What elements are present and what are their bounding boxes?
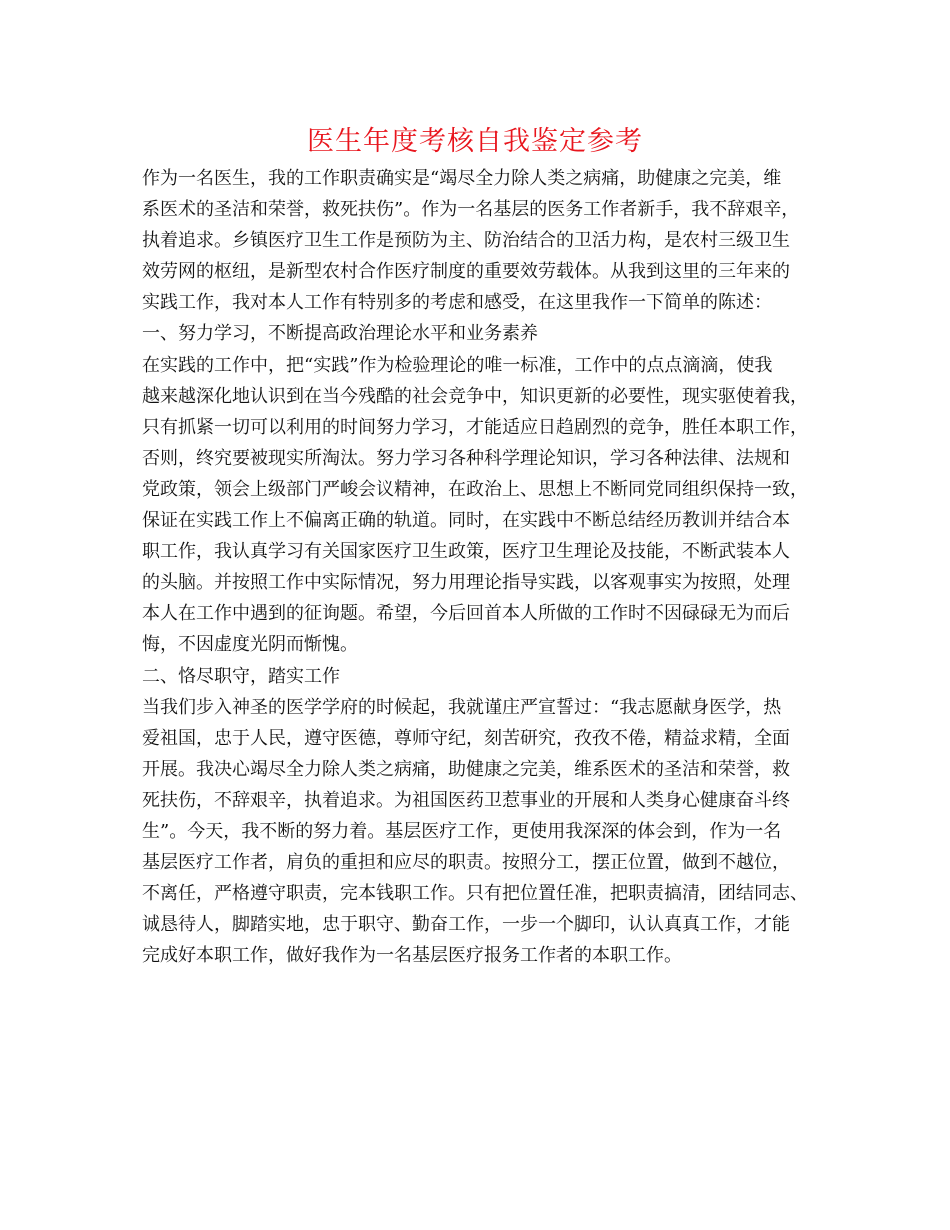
text-line: 完成好本职工作，做好我作为一名基层医疗报务工作者的本职工作。 — [142, 945, 682, 967]
document-body — [142, 163, 814, 971]
text-line: 不离任，严格遵守职责，完本钱职工作。只有把位置任准，把职责搞清，团结同志、 — [142, 883, 808, 905]
text-line: 本人在工作中遇到的征询题。希望，今后回首本人所做的工作时不因碌碌无为而后 — [142, 603, 790, 625]
text-line: 二、恪尽职守，踏实工作 — [142, 665, 340, 687]
text-line: 死扶伤，不辞艰辛，执着追求。为祖国医药卫惹事业的开展和人类身心健康奋斗终 — [142, 789, 790, 811]
text-line: 开展。我决心竭尽全力除人类之病痛，助健康之完美，维系医术的圣洁和荣誉，救 — [142, 758, 790, 780]
document-title: 医生年度考核自我鉴定参考 — [307, 126, 643, 157]
text-line: 执着追求。乡镇医疗卫生工作是预防为主、防治结合的卫活力构，是农村三级卫生 — [142, 230, 790, 252]
text-line: 基层医疗工作者，肩负的重担和应尽的职责。按照分工，摆正位置，做到不越位， — [142, 852, 790, 874]
text-line: 系医术的圣洁和荣誉，救死扶伤”。作为一名基层的医务工作者新手，我不辞艰辛， — [142, 199, 800, 221]
text-line: 作为一名医生，我的工作职责确实是“竭尽全力除人类之病痛，助健康之完美，维 — [142, 168, 782, 189]
text-line: 实践工作，我对本人工作有特别多的考虑和感受，在这里我作一下简单的陈述： — [142, 292, 772, 314]
text-line: 保证在实践工作上不偏离正确的轨道。同时，在实践中不断总结经历教训并结合本 — [142, 510, 790, 532]
text-line: 悔，不因虚度光阴而惭愧。 — [142, 634, 358, 656]
text-line: 生”。今天，我不断的努力着。基层医疗工作，更使用我深深的体会到，作为一名 — [142, 820, 782, 842]
text-line: 否则，终究要被现实所淘汰。努力学习各种科学理论知识，学习各种法律、法规和 — [142, 447, 790, 469]
text-line: 爱祖国，忠于人民，遵守医德，尊师守纪，刻苦研究，孜孜不倦，精益求精，全面 — [142, 727, 790, 749]
text-line: 越来越深化地认识到在当今残酷的社会竞争中，知识更新的必要性，现实驱使着我， — [142, 385, 808, 407]
text-line: 党政策，领会上级部门严峻会议精神，在政治上、思想上不断同党同组织保持一致， — [142, 478, 808, 500]
text-line: 当我们步入神圣的医学学府的时候起，我就谨庄严宣誓过：“我志愿献身医学，热 — [142, 696, 782, 718]
text-line: 诚恳待人，脚踏实地，忠于职守、勤奋工作，一步一个脚印，认认真真工作，才能 — [142, 914, 790, 936]
text-line: 的头脑。并按照工作中实际情况，努力用理论指导实践，以客观事实为按照，处理 — [142, 572, 790, 594]
text-line: 效劳网的枢纽，是新型农村合作医疗制度的重要效劳载体。从我到这里的三年来的 — [142, 261, 790, 283]
text-line: 在实践的工作中，把“实践”作为检验理论的唯一标准，工作中的点点滴滴，使我 — [142, 354, 773, 376]
text-line: 一、努力学习，不断提高政治理论水平和业务素养 — [142, 323, 538, 345]
text-line: 职工作，我认真学习有关国家医疗卫生政策，医疗卫生理论及技能，不断武装本人 — [142, 541, 790, 563]
text-line: 只有抓紧一切可以利用的时间努力学习，才能适应日趋剧烈的竞争，胜任本职工作， — [142, 416, 808, 438]
